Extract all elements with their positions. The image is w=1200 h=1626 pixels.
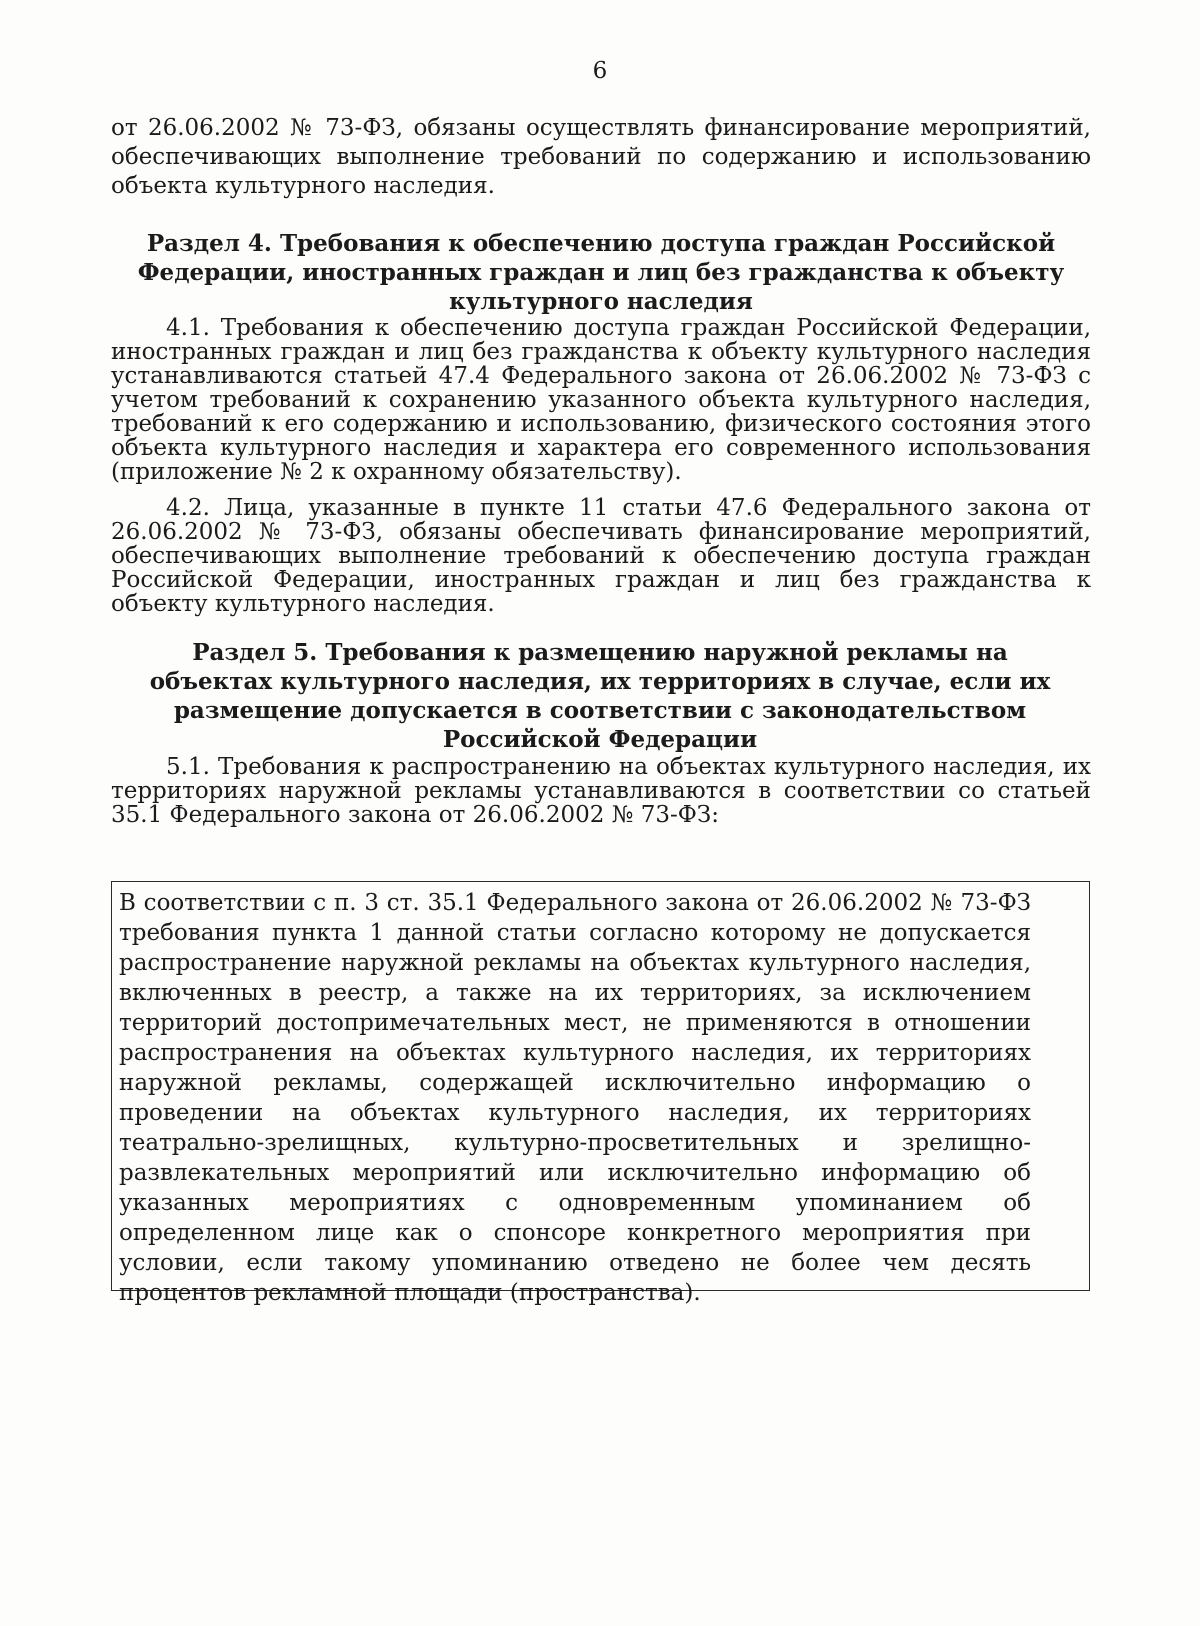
intro-paragraph: от 26.06.2002 № 73-ФЗ, обязаны осуществлять финансирование мероприятий, обеспечивающих выполнение требований по содержанию и использованию объекта культурного наследия.	[111, 115, 1091, 199]
section-4-heading: Раздел 4. Требования к обеспечению доступа граждан Российской Федерации, иностранных граждан и лиц без гражданства к объекту культурного наследия	[137, 230, 1065, 315]
boxed-note-text: В соответствии с п. 3 ст. 35.1 Федерального закона от 26.06.2002 № 73-ФЗ требования пункта 1 данной статьи согласно которому не допускается распространение наружной рекламы на объектах культурного наследия, включенных в реестр, а также на их территориях, за исключением территорий достопримечательных мест, не применяются в отношении распространения на объектах культурного наследия, их территориях наружной рекламы, содержащей исключительно информацию о проведении на объектах культурного наследия, их территориях театрально-зрелищных, культурно-просветительных и зрелищно-развлекательных мероприятий или исключительно информацию об указанных мероприятиях с одновременным упоминанием об определенном лице как о спонсоре конкретного мероприятия при условии, если такому упоминанию отведено не более чем десять процентов рекламной площади (пространства).	[119, 890, 1031, 1306]
section-5-heading: Раздел 5. Требования к размещению наружной рекламы на объектах культурного наследия, их территориях в случае, если их размещение допускается в соответствии с законодательством Российской Федерации	[149, 639, 1051, 753]
page-number: 6	[592, 58, 608, 84]
section-4-paragraph-1: 4.1. Требования к обеспечению доступа граждан Российской Федерации, иностранных граждан и лиц без гражданства к объекту культурного наследия устанавливаются статьей 47.4 Федерального закона от 26.06.2002 № 73-ФЗ с учетом требований к сохранению указанного объекта культурного наследия, требований к его содержанию и использованию, физического состояния этого объекта культурного наследия и характера его современного использования (приложение № 2 к охранному обязательству).	[111, 315, 1091, 485]
section-4-paragraph-2: 4.2. Лица, указанные в пункте 11 статьи 47.6 Федерального закона от 26.06.2002 № 73-ФЗ, обязаны обеспечивать финансирование мероприятий, обеспечивающих выполнение требований к обеспечению доступа граждан Российской Федерации, иностранных граждан и лиц без гражданства к объекту культурного наследия.	[111, 495, 1091, 617]
section-5-paragraph-1: 5.1. Требования к распространению на объектах культурного наследия, их территориях наружной рекламы устанавливаются в соответствии со статьей 35.1 Федерального закона от 26.06.2002 № 73-ФЗ:	[111, 754, 1091, 828]
